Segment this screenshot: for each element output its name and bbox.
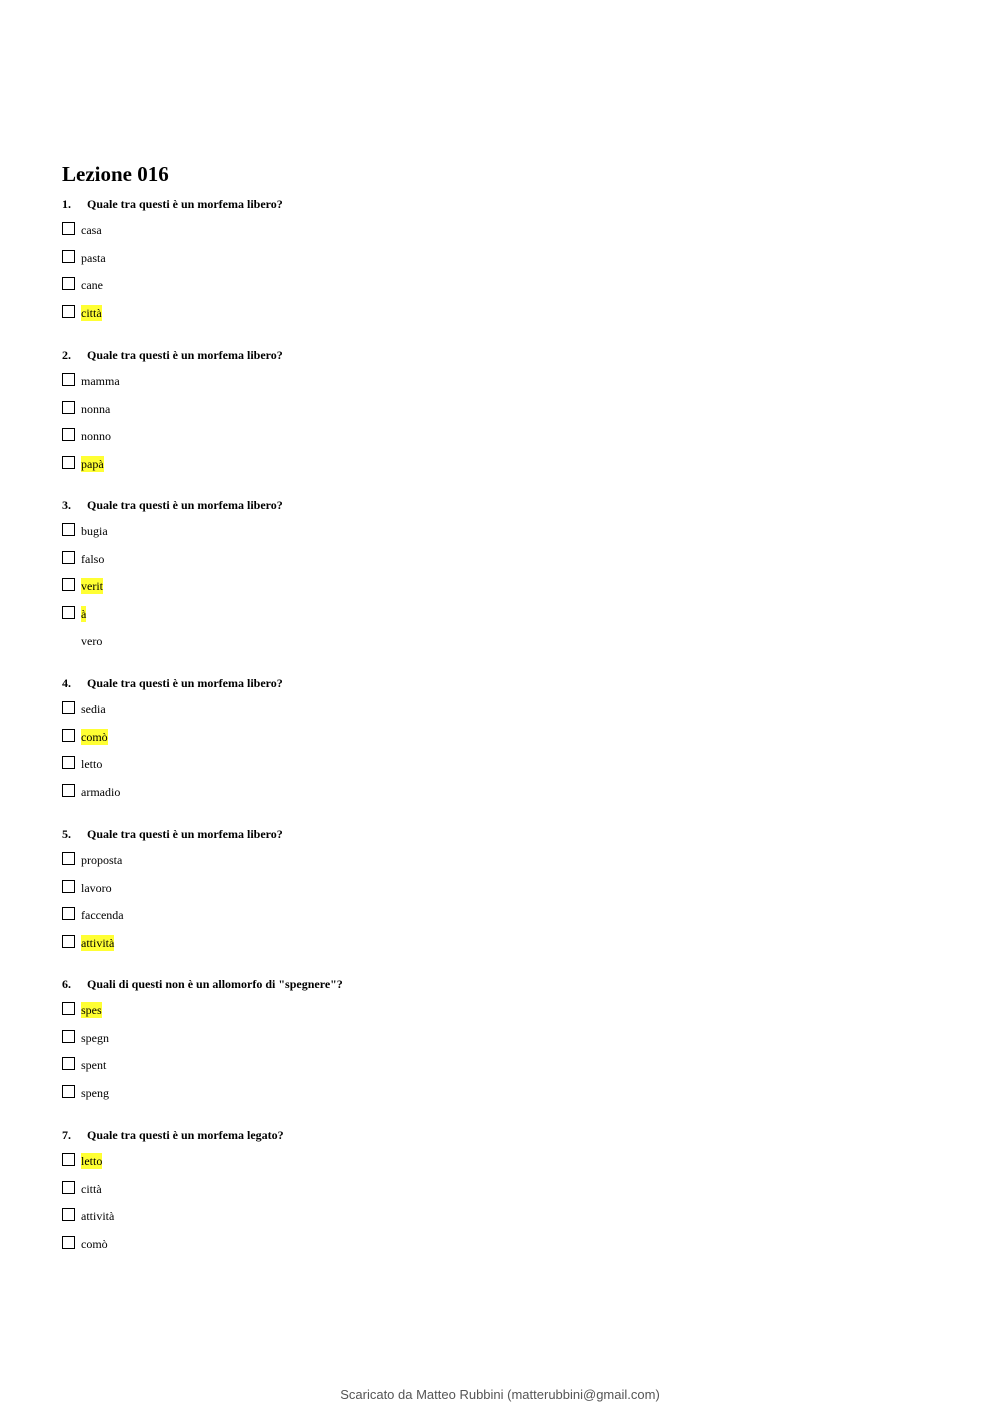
answer-label-highlighted: comò — [81, 729, 108, 744]
question-text: Quale tra questi è un morfema libero? — [87, 827, 283, 841]
answer-checkbox[interactable] — [62, 1236, 75, 1249]
answer-label: casa — [81, 223, 102, 237]
answer-label: letto — [81, 757, 103, 772]
question-6 — [62, 976, 343, 992]
answer-label: proposta — [81, 853, 123, 867]
answer-label: città — [81, 1181, 102, 1196]
answer-checkbox[interactable] — [62, 373, 75, 386]
question-number: 5. — [62, 827, 71, 841]
answer-checkbox[interactable] — [62, 401, 75, 414]
question-number: 6. — [62, 977, 71, 991]
answer-checkbox[interactable] — [62, 222, 75, 235]
answer-label: spent — [81, 1058, 107, 1073]
answer-checkbox[interactable] — [62, 1181, 75, 1194]
answer-label-highlighted: letto — [81, 1154, 103, 1168]
answer-label: nonna — [81, 401, 111, 416]
question-number: 4. — [62, 676, 71, 690]
answer-checkbox[interactable] — [62, 907, 75, 920]
answer-checkbox[interactable] — [62, 784, 75, 797]
answer-label: cane — [81, 278, 103, 293]
answer-label-highlighted: à — [81, 606, 87, 621]
question-1 — [62, 196, 283, 212]
question-text: Quale tra questi è un morfema libero? — [87, 676, 283, 690]
answer-checkbox[interactable] — [62, 551, 75, 564]
answer-label: lavoro — [81, 880, 112, 895]
answer-label: sedia — [81, 702, 106, 716]
question-5 — [62, 826, 283, 842]
question-text: Quale tra questi è un morfema libero? — [87, 197, 283, 211]
answer-continuation-text: vero — [81, 634, 103, 649]
answer-checkbox[interactable] — [62, 880, 75, 893]
answer-label-highlighted: attività — [81, 935, 115, 950]
answer-label: mamma — [81, 374, 120, 388]
answer-checkbox[interactable] — [62, 935, 75, 948]
answer-checkbox[interactable] — [62, 277, 75, 290]
answer-checkbox[interactable] — [62, 729, 75, 742]
answer-label-highlighted: papà — [81, 456, 104, 471]
question-text: Quale tra questi è un morfema legato? — [87, 1128, 284, 1142]
question-text: Quali di questi non è un allomorfo di "spegnere"? — [87, 977, 343, 991]
answer-label: nonno — [81, 429, 111, 444]
answer-label: falso — [81, 551, 105, 566]
question-text: Quale tra questi è un morfema libero? — [87, 348, 283, 362]
answer-label: comò — [81, 1236, 108, 1251]
answer-checkbox[interactable] — [62, 578, 75, 591]
answer-label-highlighted: spes — [81, 1003, 102, 1017]
page-title: Lezione 016 — [62, 162, 169, 186]
answer-checkbox[interactable] — [62, 250, 75, 263]
answer-checkbox[interactable] — [62, 456, 75, 469]
answer-label-highlighted: città — [81, 305, 102, 320]
question-7 — [62, 1127, 284, 1143]
answer-checkbox[interactable] — [62, 523, 75, 536]
answer-label: speng — [81, 1085, 109, 1100]
answer-checkbox[interactable] — [62, 756, 75, 769]
answer-label-highlighted: verit — [81, 579, 103, 594]
download-footer: Scaricato da Matteo Rubbini (matterubbini@gmail.com) — [340, 1387, 660, 1402]
answer-label: bugia — [81, 524, 108, 538]
answer-checkbox[interactable] — [62, 606, 75, 619]
answer-checkbox[interactable] — [62, 428, 75, 441]
question-text: Quale tra questi è un morfema libero? — [87, 498, 283, 512]
answer-checkbox[interactable] — [62, 1153, 75, 1166]
answer-label: spegn — [81, 1030, 109, 1045]
answer-checkbox[interactable] — [62, 701, 75, 714]
question-2 — [62, 347, 283, 363]
question-3 — [62, 497, 283, 513]
answer-checkbox[interactable] — [62, 1002, 75, 1015]
question-4 — [62, 675, 283, 691]
question-number: 2. — [62, 348, 71, 362]
question-number: 7. — [62, 1128, 71, 1142]
answer-label: faccenda — [81, 908, 124, 923]
answer-checkbox[interactable] — [62, 1208, 75, 1221]
answer-checkbox[interactable] — [62, 1057, 75, 1070]
answer-checkbox[interactable] — [62, 1030, 75, 1043]
answer-checkbox[interactable] — [62, 852, 75, 865]
question-number: 3. — [62, 498, 71, 512]
question-number: 1. — [62, 197, 71, 211]
answer-checkbox[interactable] — [62, 305, 75, 318]
answer-label: armadio — [81, 784, 121, 799]
answer-checkbox[interactable] — [62, 1085, 75, 1098]
answer-label: attività — [81, 1209, 115, 1224]
answer-label: pasta — [81, 250, 106, 265]
